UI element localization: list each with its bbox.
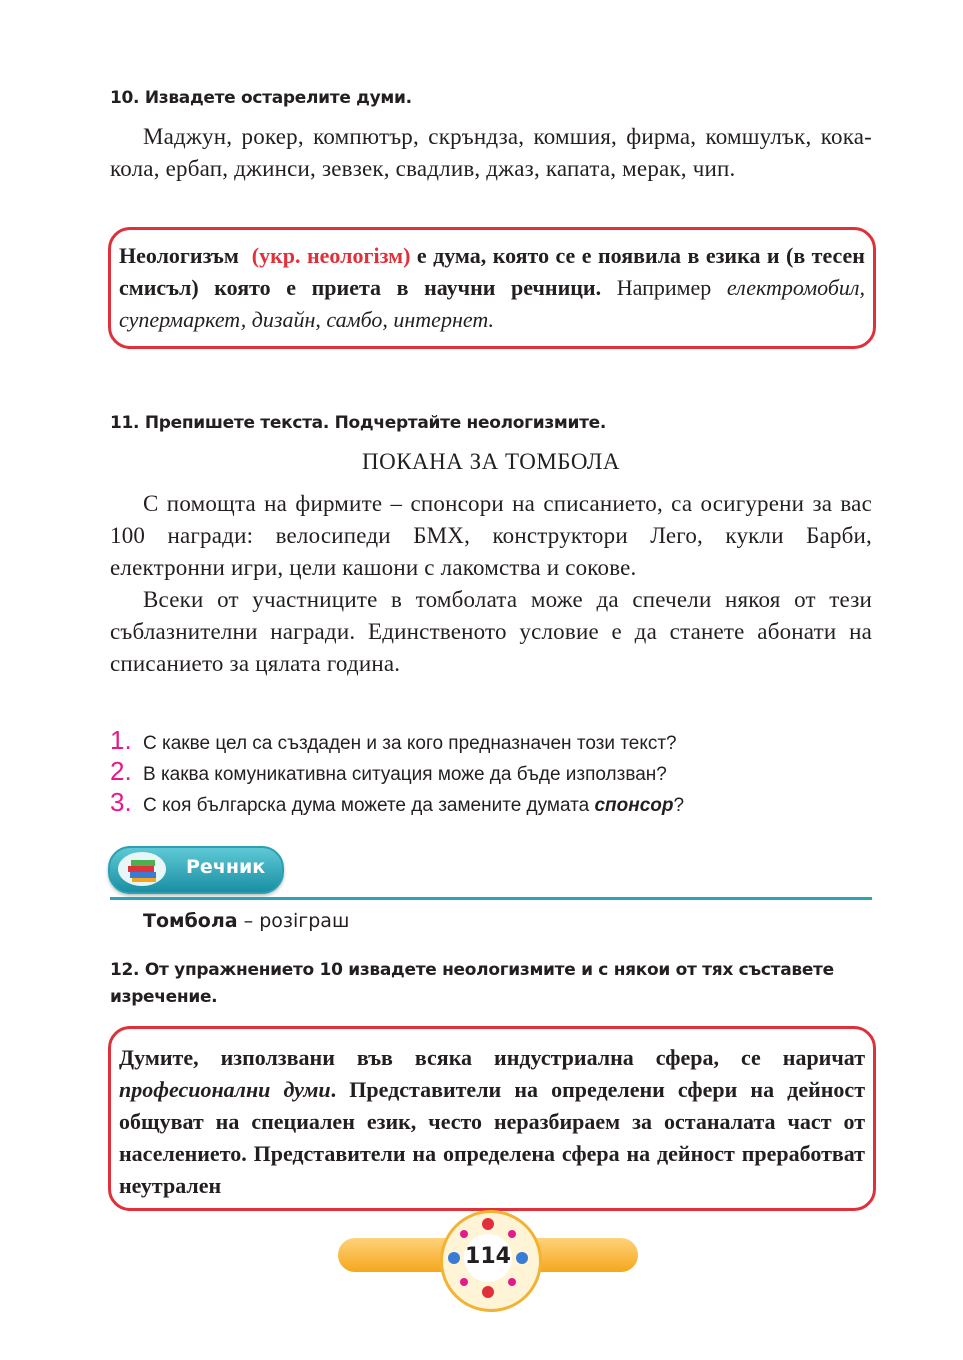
task-12-heading: 12. От упражнението 10 извадете неологизмите и с някои от тях съставете изречение. — [110, 960, 834, 1007]
dictionary-badge — [108, 846, 284, 894]
emphasized-word: спонсор — [594, 795, 674, 816]
question-number: 2. — [110, 756, 132, 786]
books-icon — [118, 852, 166, 886]
task-11-text — [110, 488, 872, 680]
question-text: С какве цел са създаден и за кого предназначен този текст? — [143, 733, 677, 754]
term-origin: (укр. неологізм) — [251, 243, 411, 268]
dictionary-definition: – розіграш — [237, 910, 350, 932]
page-number: 114 — [465, 1244, 511, 1269]
neologism-definition-box — [108, 227, 876, 349]
box2-part1: Думите, използвани във всяка индустриална сфера, се наричат — [119, 1045, 865, 1070]
dictionary-label: Речник — [186, 856, 266, 878]
box2-part2: . Представители на определени сфери на дейност общуват на специален език, често неразбираем за останалата част от населението. Представители на определена сфера на дейност преработват неутрален — [119, 1077, 866, 1198]
question-item — [110, 787, 684, 818]
task-10-text — [110, 121, 872, 185]
question-item — [110, 756, 684, 787]
question-text — [143, 795, 684, 817]
definition: е дума, която се е появила в езика и (в тесен смисъл) която е приета в научни речници. — [119, 243, 865, 300]
dictionary-term: Томбола — [143, 910, 238, 932]
question-text-before: С коя българска дума можете да замените думата — [143, 795, 595, 816]
box2-italic-term: професионални думи — [119, 1077, 331, 1102]
example-intro: Например — [601, 275, 727, 300]
task-11-heading: 11. Препишете текста. Подчертайте неологизмите. — [110, 413, 607, 433]
text-title: ПОКАНА ЗА ТОМБОЛА — [361, 449, 621, 474]
paragraph-1: С помощта на фирмите – спонсори на списанието, са осигурени за вас 100 награди: велосипеди БМХ, конструктори Лего, кукли Барби, електронни игри, цели кашони с лакомства и сокове. — [110, 491, 872, 580]
question-item — [110, 725, 684, 756]
question-text-after: ? — [673, 795, 685, 816]
question-text: В каква комуникативна ситуация може да бъде използван? — [143, 764, 667, 785]
question-list — [110, 725, 684, 818]
question-number: 3. — [110, 787, 132, 817]
task-10-paragraph: Маджун, рокер, компютър, скръндза, комшия, фирма, комшулък, кока-кола, ербап, джинси, зевзек, свадлив, джаз, капата, мерак, чип. — [110, 124, 872, 181]
dictionary-entry — [143, 910, 349, 932]
examples: електромобил, супермаркет, дизайн, самбо, интернет. — [119, 275, 865, 332]
paragraph-2: Всеки от участниците в томболата може да спечели някоя от тези съблазнителни награди. Единственото условие е да станете абонати на списанието за цялата година. — [110, 587, 872, 676]
professional-words-box — [108, 1026, 876, 1211]
question-number: 1. — [110, 725, 132, 755]
dictionary-divider — [110, 897, 872, 900]
term: Неологизъм — [119, 243, 239, 268]
task-10-heading: 10. Извадете остарелите думи. — [110, 88, 412, 108]
